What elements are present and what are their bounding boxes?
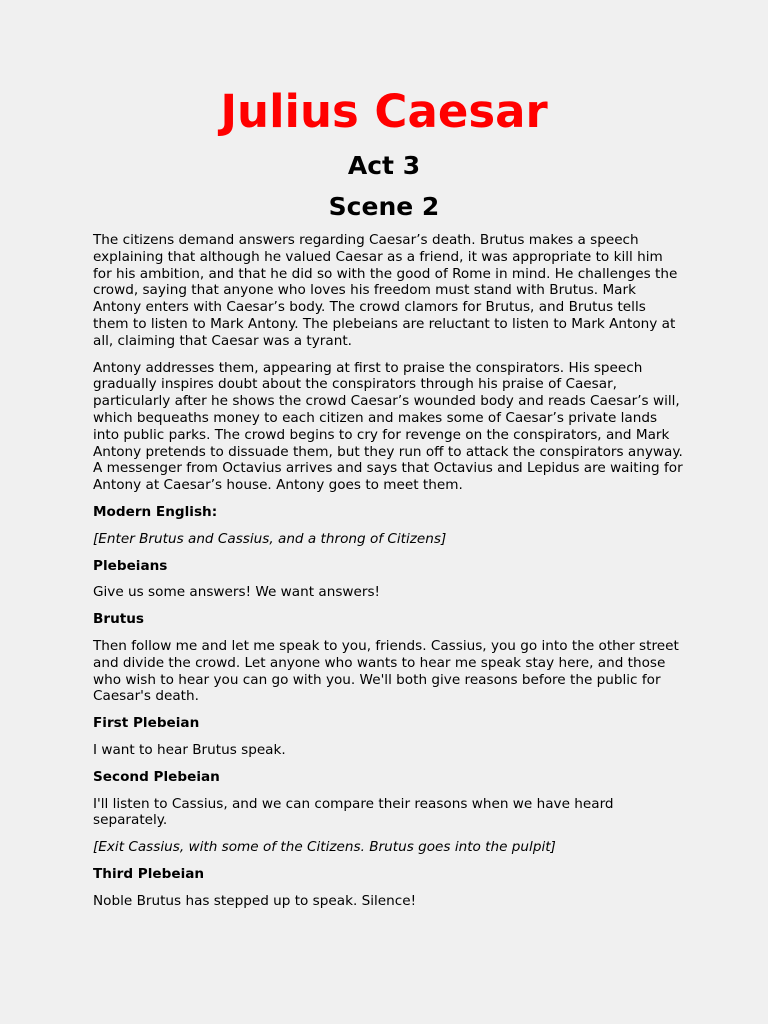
- dialogue-line: Noble Brutus has stepped up to speak. Silence!: [93, 892, 417, 909]
- stage-direction: [Exit Cassius, with some of the Citizens. Brutus goes into the pulpit]: [93, 839, 556, 856]
- dialogue-line: Then follow me and let me speak to you, friends. Cassius, you go into the other street and divide the crowd. Let anyone who wants to hear me speak stay here, and those who wish to hear you can go with you. We'll both give reasons before the public for Caesar's death.: [93, 637, 679, 705]
- speaker-name: Third Plebeian: [93, 865, 205, 882]
- scene-heading: Scene 2: [328, 192, 440, 221]
- speaker-name: Brutus: [93, 611, 145, 628]
- document-body: [93, 232, 683, 920]
- stage-direction: [Enter Brutus and Cassius, and a throng of Citizens]: [93, 530, 447, 547]
- speaker-name: First Plebeian: [93, 715, 200, 732]
- modern-english-heading: Modern English:: [93, 503, 218, 520]
- summary-paragraph: Antony addresses them, appearing at first to praise the conspirators. His speech gradually inspires doubt about the conspirators through his praise of Caesar, particularly after he shows the crowd Caesar’s wounded body and reads Caesar’s will, which bequeaths money to each citizen and makes some of Caesar’s private lands into public parks. The crowd begins to cry for revenge on the conspirators, and Mark Antony pretends to dissuade them, but they run off to attack the conspirators anyway. A messenger from Octavius arrives and says that Octavius and Lepidus are waiting for Antony at Caesar’s house. Antony goes to meet them.: [93, 359, 683, 494]
- dialogue-line: Give us some answers! We want answers!: [93, 584, 381, 601]
- dialogue-line: I want to hear Brutus speak.: [93, 741, 286, 758]
- summary-paragraph: The citizens demand answers regarding Caesar’s death. Brutus makes a speech explaining that although he valued Caesar as a friend, it was appropriate to kill him for his ambition, and that he did so with the good of Rome in mind. He challenges the crowd, saying that anyone who loves his freedom must stand with Brutus. Mark Antony enters with Caesar’s body. The crowd clamors for Brutus, and Brutus tells them to listen to Mark Antony. The plebeians are reluctant to listen to Mark Antony at all, claiming that Caesar was a tyrant.: [93, 232, 678, 349]
- document-title: Julius Caesar: [220, 85, 548, 138]
- speaker-name: Second Plebeian: [93, 768, 220, 785]
- dialogue-line: I'll listen to Cassius, and we can compare their reasons when we have heard separately.: [93, 795, 614, 829]
- act-heading: Act 3: [347, 151, 421, 180]
- speaker-name: Plebeians: [93, 557, 168, 574]
